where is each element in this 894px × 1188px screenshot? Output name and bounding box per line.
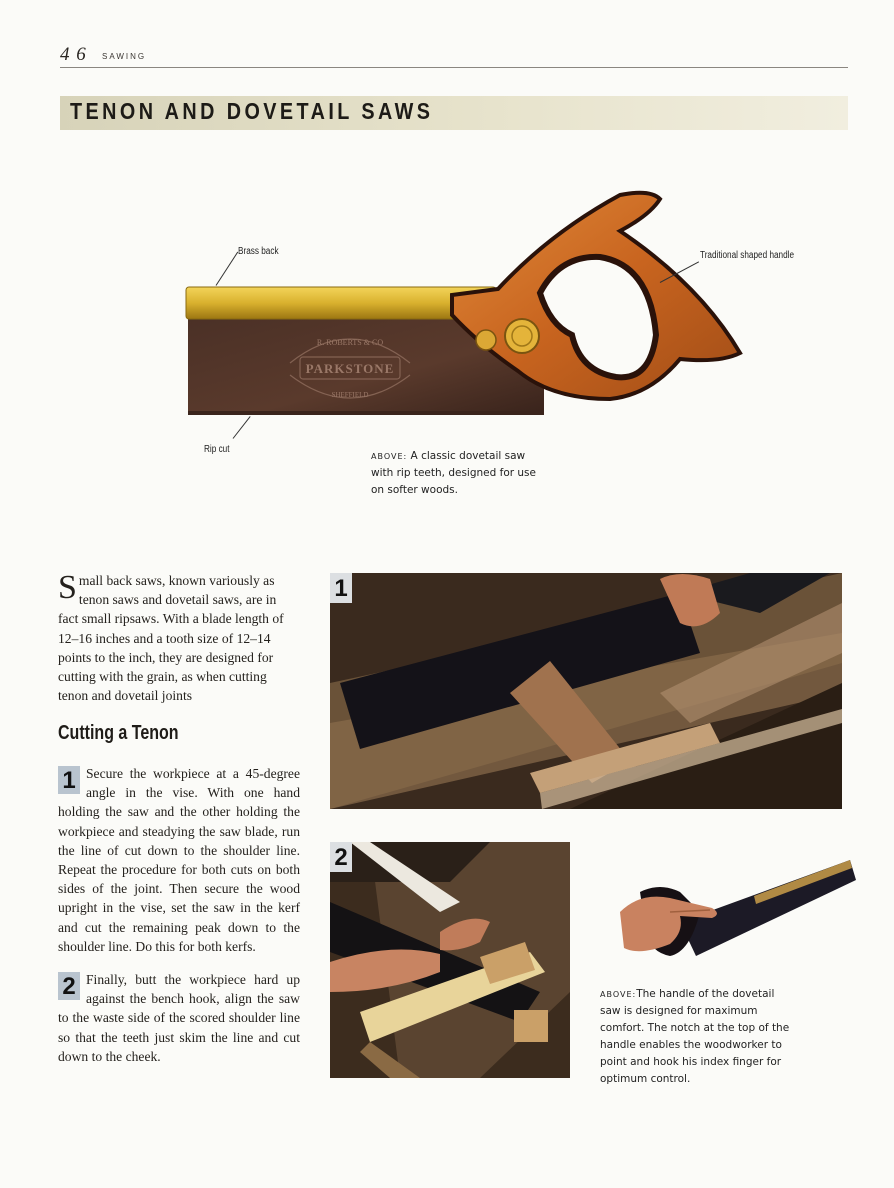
detail-caption-lead: ABOVE: <box>600 990 637 999</box>
dovetail-saw-illustration <box>180 185 750 425</box>
intro-paragraph <box>58 571 298 705</box>
page-title: TENON AND DOVETAIL SAWS <box>70 98 434 124</box>
hero-caption-text: A classic dovetail saw with rip teeth, designed for use on softer woods. <box>371 450 536 496</box>
photo-1-label: 1 <box>330 573 352 603</box>
handle-screw-large <box>505 319 539 353</box>
step-1-text: Secure the workpiece at a 45-degree angle in the vise. With one hand holding the saw and the other holding the workpiece and steadying the saw blade, run the line of cut down to the shoulder line. Repeat the procedure for both cuts on both sides of the joint. Then secure the wood upright in the vise, set the saw in the kerf and cut the remaining peak down to the shoulder line. Do this for both kerfs. <box>58 766 300 954</box>
step-2-photo <box>330 842 570 1078</box>
photo-2-label: 2 <box>330 842 352 872</box>
step-1-photo <box>330 573 842 809</box>
step-2-number: 2 <box>58 972 80 1000</box>
callout-rip-cut: Rip cut <box>204 444 230 455</box>
callout-brass-back: Brass back <box>238 246 279 257</box>
brass-back <box>186 287 496 319</box>
step-2-text: Finally, butt the workpiece hard up against the bench hook, align the saw to the waste side of the scored shoulder line so that the teeth just skim the line and cut down to the cheek. <box>58 972 300 1064</box>
hand-grip-photo <box>600 852 858 962</box>
step-2 <box>58 970 300 1066</box>
page-number: 4 6 <box>60 44 87 65</box>
detail-caption-text: The handle of the dovetail saw is designed for maximum comfort. The notch at the top of the handle enables the woodworker to point and hook his index finger for optimum control. <box>600 988 790 1085</box>
drop-cap: S <box>58 569 77 606</box>
hero-caption-lead: ABOVE: <box>371 452 408 461</box>
section-label: SAWING <box>102 52 147 61</box>
step-1-number: 1 <box>58 766 80 794</box>
hero-caption <box>371 448 541 499</box>
intro-text: mall back saws, known variously as tenon saws and dovetail saws, are in fact small ripsaws. With a blade length of 12–16 inches and a tooth size of 12–14 points to the inch, they are designed for cutting with the grain, as when cutting tenon and dovetail joints <box>58 573 284 704</box>
detail-caption <box>600 986 790 1088</box>
section-heading: Cutting a Tenon <box>58 722 179 744</box>
stamp-brand: PARKSTONE <box>305 361 395 376</box>
step-1 <box>58 764 300 956</box>
handle-screw-small <box>476 330 496 350</box>
stamp-maker: R. ROBERTS & CO <box>316 338 384 347</box>
header-rule <box>60 67 848 68</box>
callout-handle: Traditional shaped handle <box>700 250 795 261</box>
stamp-town: SHEFFIELD <box>331 391 369 399</box>
